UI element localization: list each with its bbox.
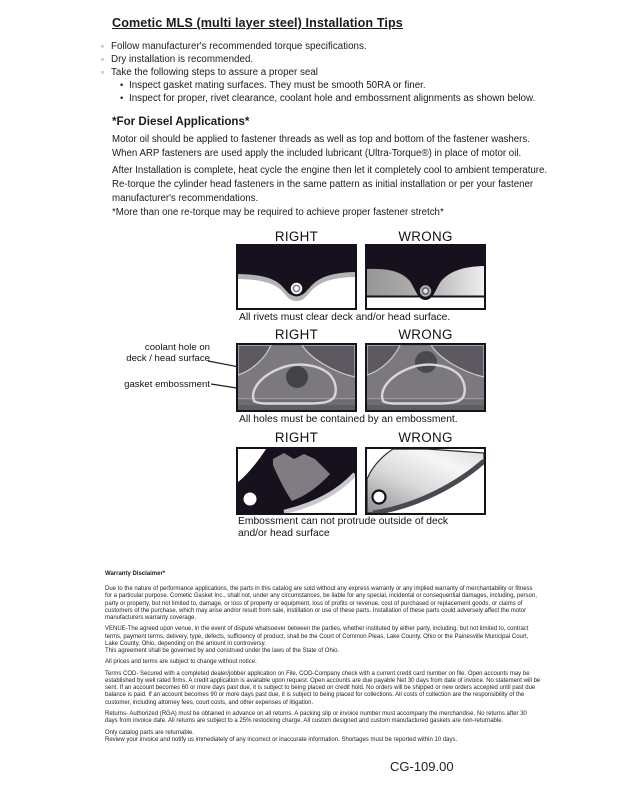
sub-tip-item xyxy=(120,92,535,105)
tip-text: Dry installation is recommended. xyxy=(111,54,254,65)
diesel-heading: *For Diesel Applications* xyxy=(112,115,250,128)
returns-paragraph: Returns- Authorized (RGA) must be obtained in advance on all returns. A packing slip or invoice number must accompany the merchandise. No returns after 30 days from invoice date. All returns are subject to a 25% restocking charge. All custom designed and custom manufactured gaskets are non-returnable. xyxy=(105,711,527,725)
diagram-protrude-wrong xyxy=(365,447,486,515)
venue-text: VENUE-The agreed upon venue, in the event of dispute whatsoever between the parties, whether instituted by either party, including, but not limited to, contract terms, payment terms, delivery, type, defects, sufficiency of product, shall be the Court of Common Pleas, Lake County, Ohio or the Painesville Municipal Court, Lake County, Ohio, depending on the amount in controversy. xyxy=(105,626,529,647)
diagram-embossment-wrong xyxy=(365,343,486,412)
tip-item xyxy=(101,66,535,79)
wrong-label-row1: WRONG xyxy=(398,229,453,244)
tip-text: Follow manufacturer's recommended torque specifications. xyxy=(111,41,367,52)
diesel-paragraph-1: Motor oil should be applied to fastener threads as well as top and bottom of the fastener washers. When ARP fasteners are used apply the included lubricant (Ultra-Torque®) in place of motor oil. xyxy=(112,134,530,159)
tip-item xyxy=(101,40,535,53)
diagram-rivet-right xyxy=(236,244,357,310)
warranty-paragraph: Due to the nature of performance applications, the parts in this catalog are sold without any express warranty or any implied warranty of merchantability or fitness for a particular purpose. Cometic Gasket Inc., shall not, under any circumstances, be liable for any special, incidental or consequential damages, including, person, party or property, but not limited to, damage, or loss of property or equipment, loss of profits or revenue, cost of purchased or replacement goods, or claims of customers of the purchase, which may arise and/or result from sale, instillation or use of these parts. Installation of these parts could adversely affect the motor manufacturers warranty coverage. xyxy=(105,586,537,622)
coolant-hole-label: coolant hole on xyxy=(144,342,210,353)
right-label-row1: RIGHT xyxy=(274,229,319,244)
caption-row3 xyxy=(238,516,448,540)
rivet-wrong-illustration xyxy=(367,246,484,308)
sub-tip-item xyxy=(120,79,535,92)
tip-item xyxy=(101,53,535,66)
legal-fine-print xyxy=(105,571,541,748)
coolant-hole-label-2: deck / head surface xyxy=(126,353,210,364)
bullet-icon: • xyxy=(120,80,124,91)
right-label-row3: RIGHT xyxy=(274,430,319,445)
governing-law-text: This agreement shall be governed by and construed under the laws of the State of Ohio. xyxy=(105,648,340,655)
caption-row1: All rivets must clear deck and/or head surface. xyxy=(239,312,451,323)
bullet-icon: • xyxy=(120,93,124,104)
page-title: Cometic MLS (multi layer steel) Installation Tips xyxy=(112,16,403,30)
diagram-protrude-right xyxy=(236,447,357,515)
diagram-embossment-right xyxy=(236,343,357,412)
installation-tips-list xyxy=(101,40,535,105)
gasket-embossment-label: gasket embossment xyxy=(124,379,210,390)
diagram-rivet-wrong xyxy=(365,244,486,310)
open-bullet-icon: ◦ xyxy=(101,54,105,64)
wrong-label-row3: WRONG xyxy=(398,430,453,445)
embossment-wrong-illustration xyxy=(367,345,484,410)
protrude-right-illustration xyxy=(238,449,355,513)
catalog-parts-text: Only catalog parts are returnable. xyxy=(105,729,195,736)
open-bullet-icon: ◦ xyxy=(101,67,105,77)
sub-tip-text: Inspect for proper, rivet clearance, coolant hole and embossment alignments as shown below. xyxy=(129,93,536,104)
tip-text: Take the following steps to assure a proper seal xyxy=(111,67,318,78)
open-bullet-icon: ◦ xyxy=(101,41,105,51)
warranty-disclaimer-heading: Warranty Disclaimer* xyxy=(105,571,166,577)
venue-paragraph xyxy=(105,626,541,655)
sub-tips-list xyxy=(120,79,535,105)
catalog-parts-paragraph xyxy=(105,730,541,744)
right-label-row2: RIGHT xyxy=(274,327,319,342)
terms-cod-paragraph: Terms COD- Secured with a completed dealer/jobber application on File, COD-Company check with a current credit card number on file. Open accounts may be established by well rated firms. A credit application is available upon request. Open accounts are due payable Net 30 days from date of invoice. No statement will be sent. If an account becomes 60 or more days past due, it is subject to being placed on credit hold. No orders will be shipped or new orders accepted until past due balance is paid. If an account becomes 90 or more days past due, it is subject to being placed for collections. All costs of collection are the responsibility of the customer, including attorney fees, court costs, and other expenses of litigation. xyxy=(105,670,541,706)
retorque-note: *More than one re-torque may be required to achieve proper fastener stretch* xyxy=(112,207,444,218)
prices-paragraph: All prices and terms are subject to change without notice. xyxy=(105,659,257,666)
caption-row2: All holes must be contained by an embossment. xyxy=(239,414,458,425)
diesel-paragraph-2: After Installation is complete, heat cycle the engine then let it completely cool to ambient temperature. Re-torque the cylinder head fasteners in the same pattern as initial installation or per your fastener manufacturer's recommendations. xyxy=(112,165,548,204)
embossment-right-illustration xyxy=(238,345,355,410)
figure-annotations xyxy=(68,342,210,390)
review-invoice-text: Review your invoice and notify us immediately of any incorrect or inaccurate information. Shortages must be reported within 10 days. xyxy=(105,736,458,743)
sub-tip-text: Inspect gasket mating surfaces. They must be smooth 50RA or finer. xyxy=(129,80,426,91)
caption-row3-line1: Embossment can not protrude outside of deck xyxy=(238,516,449,527)
rivet-right-illustration xyxy=(238,246,355,308)
caption-row3-line2: and/or head surface xyxy=(238,528,330,539)
document-number: CG-109.00 xyxy=(390,759,454,774)
wrong-label-row2: WRONG xyxy=(398,327,453,342)
protrude-wrong-illustration xyxy=(367,449,484,513)
